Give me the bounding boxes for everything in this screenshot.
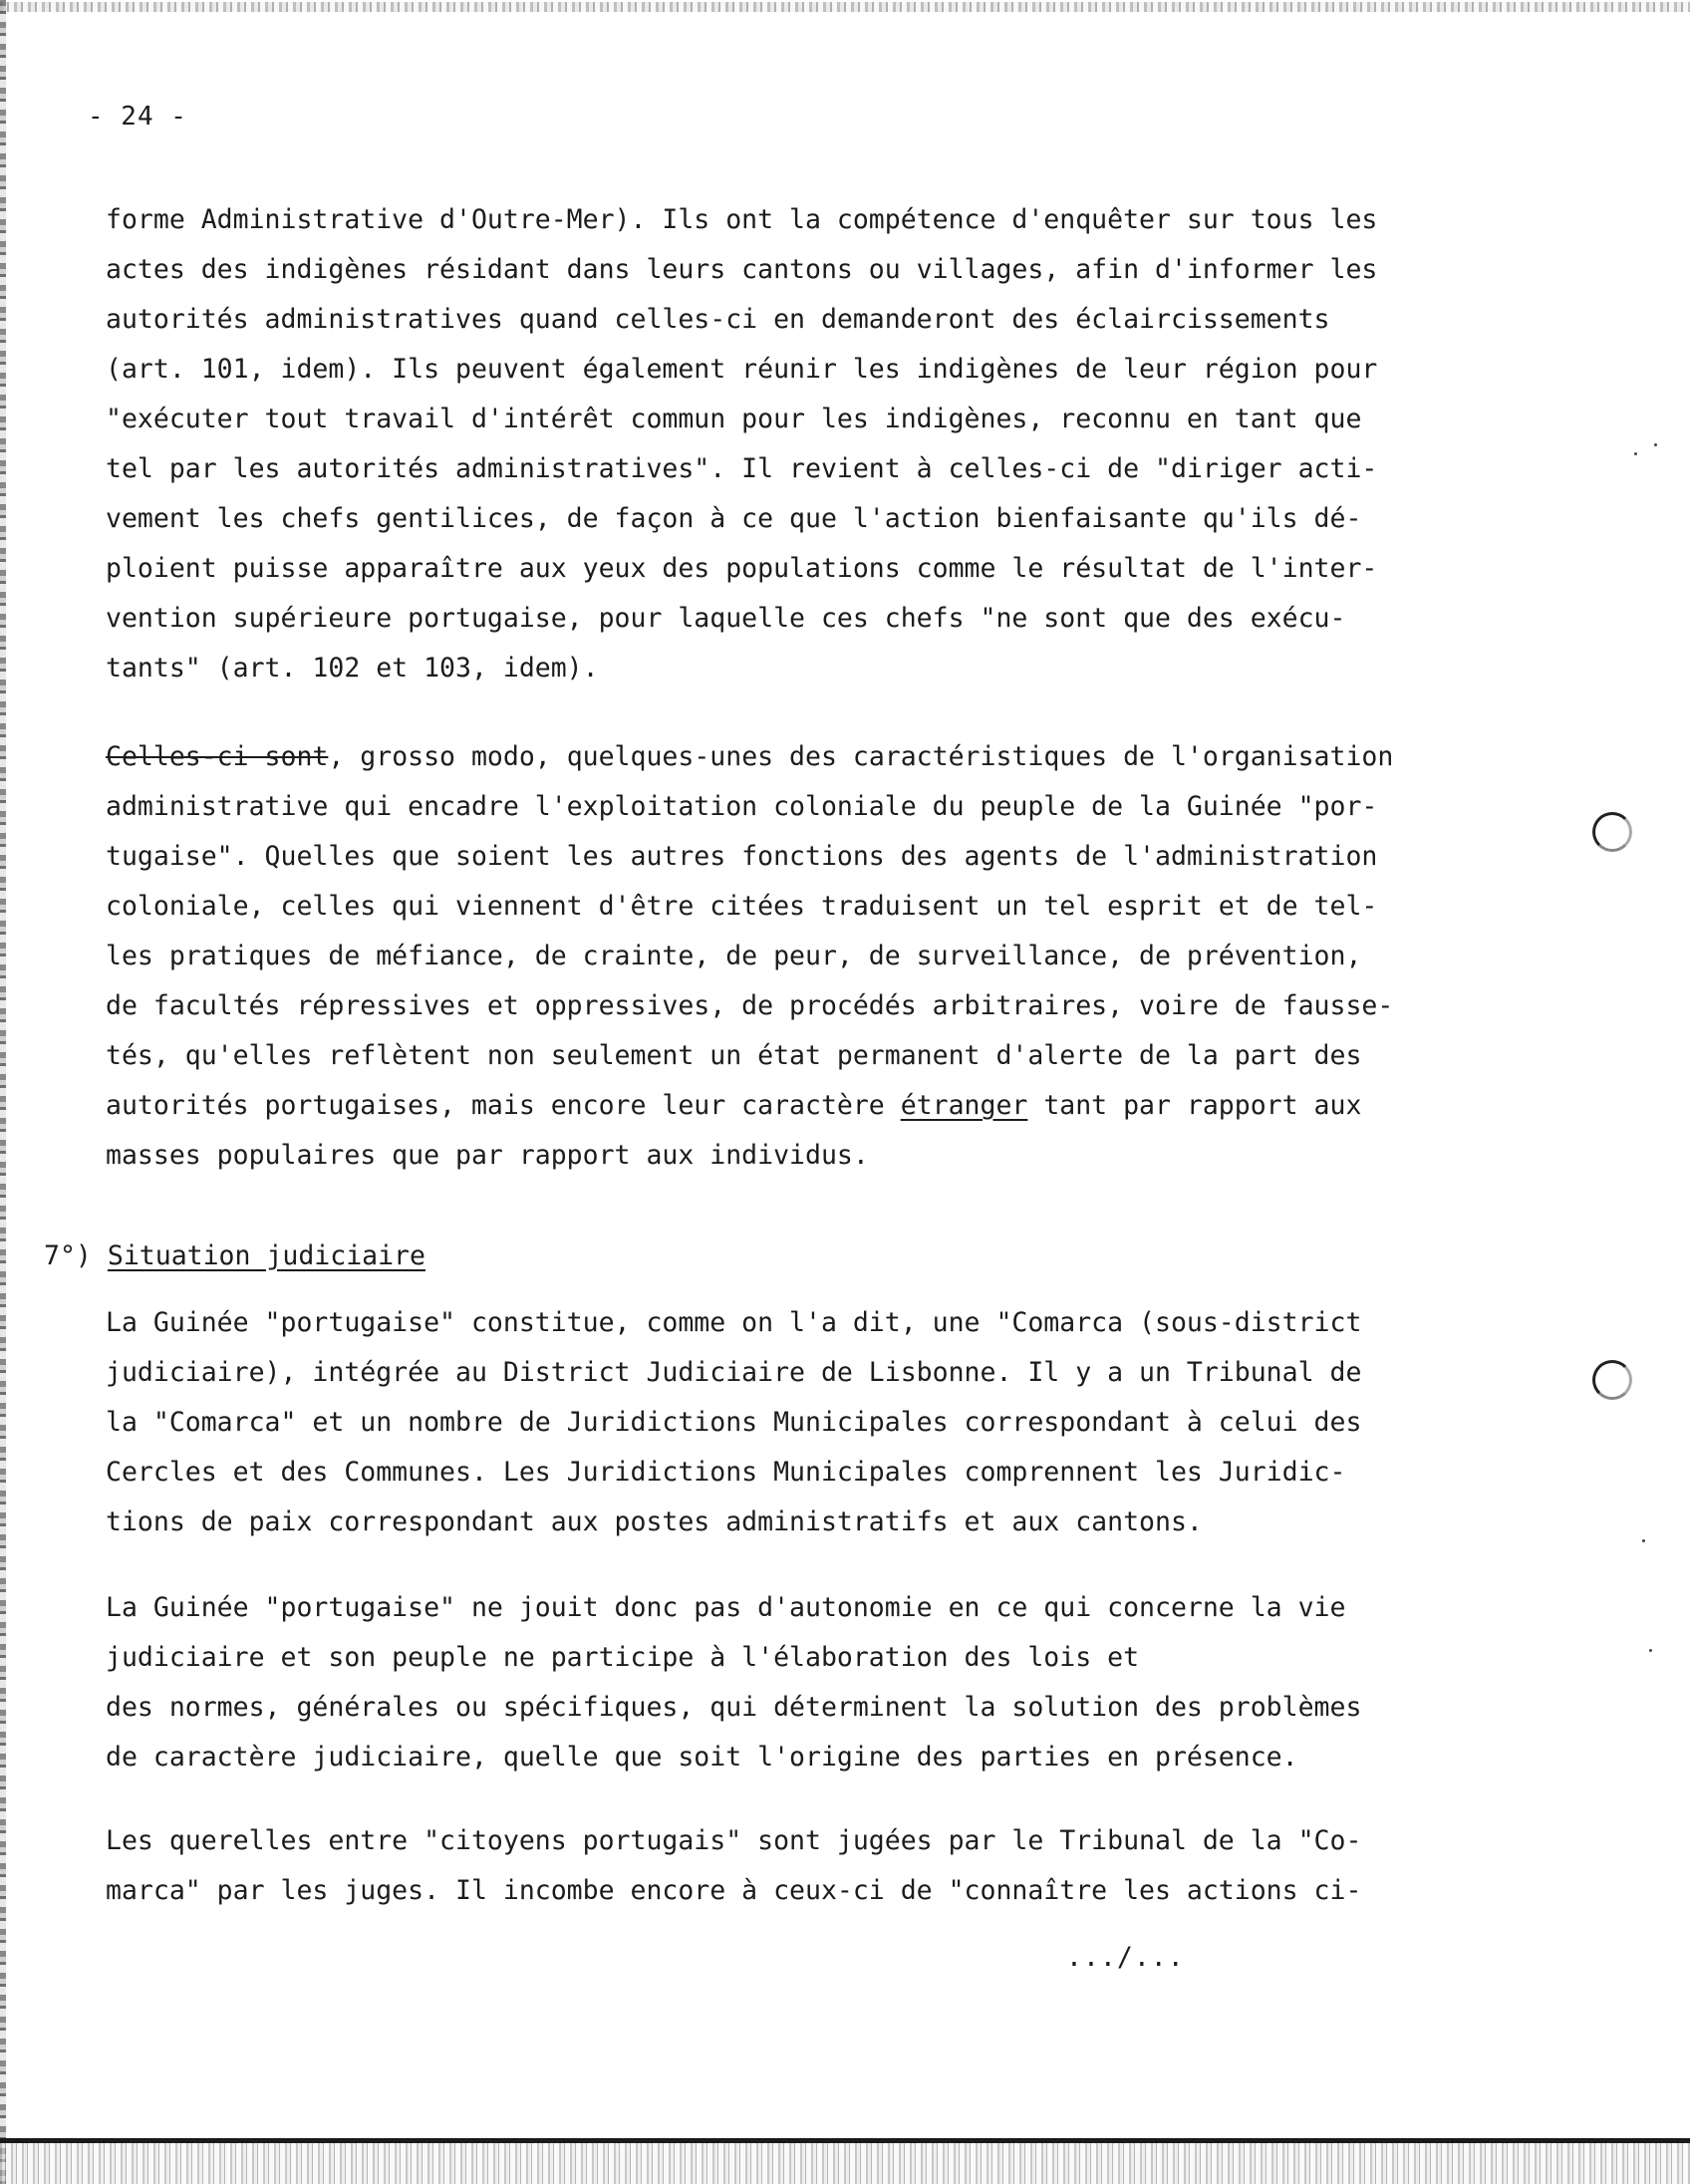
continuation-mark: .../... — [1066, 1942, 1185, 1973]
text-line: administrative qui encadre l'exploitation coloniale du peuple de la Guinée "por- — [106, 791, 1378, 822]
text-line: tants" (art. 102 et 103, idem). — [106, 653, 599, 683]
struck-text: Celles-ci sont — [106, 741, 329, 772]
scan-edge-top — [0, 2, 1690, 12]
text-line: la "Comarca" et un nombre de Juridictions Municipales correspondant à celui des — [106, 1407, 1362, 1438]
text-fragment: , grosso modo, quelques-unes des caractéristiques de l'organisation — [328, 741, 1394, 772]
text-line: Les querelles entre "citoyens portugais" sont jugées par le Tribunal de la "Co- — [106, 1825, 1362, 1856]
section-number: 7°) — [44, 1240, 92, 1271]
text-line: de facultés répressives et oppressives, de procédés arbitraires, voire de fausse- — [106, 990, 1394, 1021]
text-line: tel par les autorités administratives". Il revient à celles-ci de "diriger acti- — [106, 453, 1378, 484]
text-line: (art. 101, idem). Ils peuvent également réunir les indigènes de leur région pour — [106, 354, 1378, 385]
paragraph-2 — [106, 732, 1401, 1181]
text-fragment: tant par rapport aux — [1027, 1090, 1362, 1121]
text-line: tugaise". Quelles que soient les autres fonctions des agents de l'administration — [106, 841, 1378, 872]
text-line: tions de paix correspondant aux postes administratifs et aux cantons. — [106, 1506, 1203, 1537]
text-line: forme Administrative d'Outre-Mer). Ils ont la compétence d'enquêter sur tous les — [106, 204, 1378, 235]
punch-hole-lower — [1592, 1360, 1632, 1400]
text-line: actes des indigènes résidant dans leurs cantons ou villages, afin d'informer les — [106, 254, 1378, 285]
text-line: La Guinée "portugaise" ne jouit donc pas d'autonomie en ce qui concerne la vie — [106, 1592, 1346, 1623]
punch-hole-upper — [1592, 812, 1632, 852]
text-line — [106, 732, 1401, 782]
text-line: des normes, générales ou spécifiques, qui déterminent la solution des problèmes — [106, 1692, 1362, 1723]
text-line: de caractère judiciaire, quelle que soit l'origine des parties en présence. — [106, 1742, 1298, 1773]
text-line: tés, qu'elles reflètent non seulement un état permanent d'alerte de la part des — [106, 1040, 1362, 1071]
text-line: "exécuter tout travail d'intérêt commun pour les indigènes, reconnu en tant que — [106, 404, 1362, 434]
section-heading — [44, 1231, 425, 1281]
text-line — [106, 1081, 1401, 1131]
scan-speck — [1649, 1649, 1652, 1652]
section-title: Situation judiciaire — [107, 1240, 425, 1271]
text-fragment: autorités portugaises, mais encore leur caractère — [106, 1090, 901, 1121]
text-line: Cercles et des Communes. Les Juridictions Municipales comprennent les Juridic- — [106, 1457, 1346, 1488]
text-line: marca" par les juges. Il incombe encore à ceux-ci de "connaître les actions ci- — [106, 1875, 1362, 1906]
underlined-word: étranger — [900, 1090, 1028, 1121]
paragraph-4 — [106, 1583, 1401, 1782]
paragraph-3 — [106, 1298, 1401, 1547]
text-line: masses populaires que par rapport aux individus. — [106, 1140, 869, 1171]
scan-speck — [1642, 1539, 1645, 1542]
paragraph-1 — [106, 195, 1401, 693]
text-line: coloniale, celles qui viennent d'être citées traduisent un tel esprit et de tel- — [106, 891, 1378, 922]
text-line: ploient puisse apparaître aux yeux des populations comme le résultat de l'inter- — [106, 553, 1378, 584]
scan-edge-bottom — [0, 2143, 1690, 2184]
text-line: vention supérieure portugaise, pour laquelle ces chefs "ne sont que des exécu- — [106, 603, 1346, 634]
text-line: La Guinée "portugaise" constitue, comme on l'a dit, une "Comarca (sous-district — [106, 1307, 1362, 1338]
paragraph-5 — [106, 1816, 1401, 1916]
text-line: autorités administratives quand celles-ci en demanderont des éclaircissements — [106, 304, 1330, 335]
scan-speck — [1654, 443, 1657, 446]
text-line: vement les chefs gentilices, de façon à ce que l'action bienfaisante qu'ils dé- — [106, 503, 1362, 534]
scan-edge-left — [0, 0, 6, 2184]
text-line: judiciaire et son peuple ne participe à l'élaboration des lois et — [106, 1642, 1140, 1673]
text-line: les pratiques de méfiance, de crainte, de peur, de surveillance, de prévention, — [106, 941, 1362, 971]
text-line: judiciaire), intégrée au District Judiciaire de Lisbonne. Il y a un Tribunal de — [106, 1357, 1362, 1388]
page-number: - 24 - — [88, 102, 187, 132]
scan-speck — [1634, 452, 1637, 455]
